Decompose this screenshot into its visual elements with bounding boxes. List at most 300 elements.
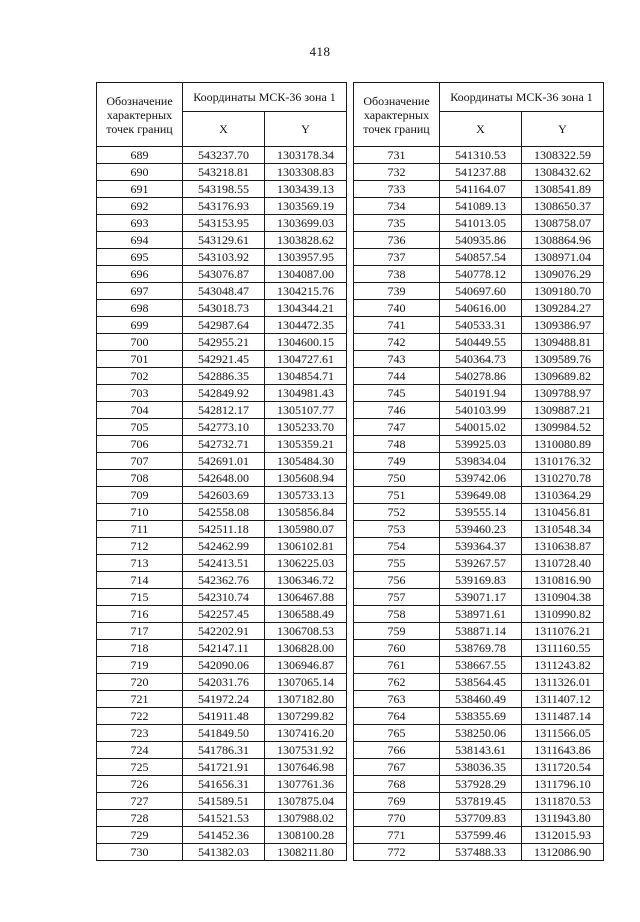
table-row xyxy=(97,232,347,249)
y-coordinate-cell: 1310364.29 xyxy=(522,487,604,504)
x-coordinate-cell: 540533.31 xyxy=(440,317,522,334)
x-coordinate-cell: 540103.99 xyxy=(440,402,522,419)
table-row xyxy=(97,776,347,793)
y-coordinate-cell: 1305608.94 xyxy=(265,470,347,487)
table-row xyxy=(97,334,347,351)
point-id-cell: 731 xyxy=(354,147,440,164)
table-row xyxy=(97,555,347,572)
y-coordinate-cell: 1303439.13 xyxy=(265,181,347,198)
x-coordinate-cell: 538355.69 xyxy=(440,708,522,725)
x-coordinate-cell: 538250.06 xyxy=(440,725,522,742)
y-coordinate-cell: 1309180.70 xyxy=(522,283,604,300)
table-row xyxy=(354,164,604,181)
x-coordinate-cell: 542732.71 xyxy=(183,436,265,453)
point-id-cell: 766 xyxy=(354,742,440,759)
y-coordinate-cell: 1312086.90 xyxy=(522,844,604,861)
table-row xyxy=(97,759,347,776)
table-row xyxy=(97,300,347,317)
point-id-cell: 711 xyxy=(97,521,183,538)
x-coordinate-cell: 543176.93 xyxy=(183,198,265,215)
table-row xyxy=(354,776,604,793)
point-id-cell: 689 xyxy=(97,147,183,164)
x-coordinate-cell: 542031.76 xyxy=(183,674,265,691)
table-row xyxy=(97,674,347,691)
x-coordinate-cell: 538667.55 xyxy=(440,657,522,674)
point-id-cell: 764 xyxy=(354,708,440,725)
point-id-cell: 750 xyxy=(354,470,440,487)
x-coordinate-cell: 540935.86 xyxy=(440,232,522,249)
point-id-cell: 698 xyxy=(97,300,183,317)
point-id-cell: 728 xyxy=(97,810,183,827)
x-coordinate-cell: 541656.31 xyxy=(183,776,265,793)
table-row xyxy=(97,725,347,742)
y-coordinate-cell: 1304215.76 xyxy=(265,283,347,300)
x-coordinate-cell: 538769.78 xyxy=(440,640,522,657)
point-id-cell: 765 xyxy=(354,725,440,742)
point-id-cell: 726 xyxy=(97,776,183,793)
header-x-label: X xyxy=(440,112,522,147)
y-coordinate-cell: 1306946.87 xyxy=(265,657,347,674)
x-coordinate-cell: 541310.53 xyxy=(440,147,522,164)
x-coordinate-cell: 542987.64 xyxy=(183,317,265,334)
table-row xyxy=(354,181,604,198)
y-coordinate-cell: 1311326.01 xyxy=(522,674,604,691)
x-coordinate-cell: 541911.48 xyxy=(183,708,265,725)
point-id-cell: 756 xyxy=(354,572,440,589)
point-id-cell: 744 xyxy=(354,368,440,385)
table-row xyxy=(354,266,604,283)
point-id-cell: 730 xyxy=(97,844,183,861)
point-id-cell: 723 xyxy=(97,725,183,742)
y-coordinate-cell: 1310904.38 xyxy=(522,589,604,606)
y-coordinate-cell: 1307988.02 xyxy=(265,810,347,827)
x-coordinate-cell: 538143.61 xyxy=(440,742,522,759)
table-row xyxy=(97,589,347,606)
y-coordinate-cell: 1307065.14 xyxy=(265,674,347,691)
x-coordinate-cell: 540857.54 xyxy=(440,249,522,266)
y-coordinate-cell: 1311796.10 xyxy=(522,776,604,793)
table-row xyxy=(354,759,604,776)
header-x-label: X xyxy=(183,112,265,147)
table-row xyxy=(97,351,347,368)
y-coordinate-cell: 1308758.07 xyxy=(522,215,604,232)
point-id-cell: 747 xyxy=(354,419,440,436)
x-coordinate-cell: 540778.12 xyxy=(440,266,522,283)
x-coordinate-cell: 543237.70 xyxy=(183,147,265,164)
x-coordinate-cell: 541589.51 xyxy=(183,793,265,810)
x-coordinate-cell: 539925.03 xyxy=(440,436,522,453)
x-coordinate-cell: 542648.00 xyxy=(183,470,265,487)
y-coordinate-cell: 1307761.36 xyxy=(265,776,347,793)
table-row xyxy=(354,147,604,164)
y-coordinate-cell: 1303178.34 xyxy=(265,147,347,164)
table-row xyxy=(97,385,347,402)
y-coordinate-cell: 1303699.03 xyxy=(265,215,347,232)
table-row xyxy=(354,623,604,640)
y-coordinate-cell: 1304727.61 xyxy=(265,351,347,368)
y-coordinate-cell: 1309076.29 xyxy=(522,266,604,283)
y-coordinate-cell: 1309488.81 xyxy=(522,334,604,351)
x-coordinate-cell: 537928.29 xyxy=(440,776,522,793)
point-id-cell: 754 xyxy=(354,538,440,555)
x-coordinate-cell: 541013.05 xyxy=(440,215,522,232)
table-row xyxy=(354,674,604,691)
x-coordinate-cell: 541849.50 xyxy=(183,725,265,742)
point-id-cell: 746 xyxy=(354,402,440,419)
header-y-label: Y xyxy=(265,112,347,147)
point-id-cell: 717 xyxy=(97,623,183,640)
y-coordinate-cell: 1311076.21 xyxy=(522,623,604,640)
table-body xyxy=(354,147,604,861)
table-row xyxy=(354,232,604,249)
x-coordinate-cell: 538036.35 xyxy=(440,759,522,776)
point-id-cell: 721 xyxy=(97,691,183,708)
point-id-cell: 714 xyxy=(97,572,183,589)
table-row xyxy=(97,691,347,708)
table-row xyxy=(97,657,347,674)
table-row xyxy=(97,640,347,657)
table-row xyxy=(354,572,604,589)
table-row xyxy=(97,504,347,521)
x-coordinate-cell: 542886.35 xyxy=(183,368,265,385)
y-coordinate-cell: 1310816.90 xyxy=(522,572,604,589)
point-id-cell: 769 xyxy=(354,793,440,810)
table-row xyxy=(354,538,604,555)
x-coordinate-cell: 542202.91 xyxy=(183,623,265,640)
point-id-cell: 752 xyxy=(354,504,440,521)
x-coordinate-cell: 542812.17 xyxy=(183,402,265,419)
point-id-cell: 743 xyxy=(354,351,440,368)
table-row xyxy=(97,164,347,181)
y-coordinate-cell: 1309284.27 xyxy=(522,300,604,317)
x-coordinate-cell: 540616.00 xyxy=(440,300,522,317)
y-coordinate-cell: 1305484.30 xyxy=(265,453,347,470)
table-row xyxy=(97,317,347,334)
point-id-cell: 715 xyxy=(97,589,183,606)
x-coordinate-cell: 540015.02 xyxy=(440,419,522,436)
table-row xyxy=(354,215,604,232)
y-coordinate-cell: 1307182.80 xyxy=(265,691,347,708)
y-coordinate-cell: 1307531.92 xyxy=(265,742,347,759)
x-coordinate-cell: 541972.24 xyxy=(183,691,265,708)
table-row xyxy=(354,368,604,385)
point-id-cell: 727 xyxy=(97,793,183,810)
point-id-cell: 696 xyxy=(97,266,183,283)
point-id-cell: 740 xyxy=(354,300,440,317)
y-coordinate-cell: 1311407.12 xyxy=(522,691,604,708)
table-row xyxy=(354,657,604,674)
x-coordinate-cell: 539649.08 xyxy=(440,487,522,504)
table-row xyxy=(97,266,347,283)
point-id-cell: 771 xyxy=(354,827,440,844)
x-coordinate-cell: 537488.33 xyxy=(440,844,522,861)
y-coordinate-cell: 1308100.28 xyxy=(265,827,347,844)
x-coordinate-cell: 543048.47 xyxy=(183,283,265,300)
y-coordinate-cell: 1307299.82 xyxy=(265,708,347,725)
y-coordinate-cell: 1304087.00 xyxy=(265,266,347,283)
table-row xyxy=(354,487,604,504)
y-coordinate-cell: 1311643.86 xyxy=(522,742,604,759)
point-id-cell: 720 xyxy=(97,674,183,691)
table-row xyxy=(354,419,604,436)
x-coordinate-cell: 539267.57 xyxy=(440,555,522,572)
y-coordinate-cell: 1308541.89 xyxy=(522,181,604,198)
point-id-cell: 735 xyxy=(354,215,440,232)
y-coordinate-cell: 1310548.34 xyxy=(522,521,604,538)
x-coordinate-cell: 538971.61 xyxy=(440,606,522,623)
header-point-label: Обозначение характерных точек границ xyxy=(97,83,183,147)
coordinates-table-right xyxy=(353,82,604,861)
x-coordinate-cell: 542413.51 xyxy=(183,555,265,572)
point-id-cell: 703 xyxy=(97,385,183,402)
table-row xyxy=(97,181,347,198)
point-id-cell: 733 xyxy=(354,181,440,198)
point-id-cell: 760 xyxy=(354,640,440,657)
x-coordinate-cell: 543218.81 xyxy=(183,164,265,181)
point-id-cell: 758 xyxy=(354,606,440,623)
table-row xyxy=(97,844,347,861)
point-id-cell: 761 xyxy=(354,657,440,674)
x-coordinate-cell: 542558.08 xyxy=(183,504,265,521)
x-coordinate-cell: 539460.23 xyxy=(440,521,522,538)
x-coordinate-cell: 541786.31 xyxy=(183,742,265,759)
table-row xyxy=(354,521,604,538)
point-id-cell: 734 xyxy=(354,198,440,215)
point-id-cell: 725 xyxy=(97,759,183,776)
y-coordinate-cell: 1304600.15 xyxy=(265,334,347,351)
point-id-cell: 729 xyxy=(97,827,183,844)
x-coordinate-cell: 537819.45 xyxy=(440,793,522,810)
point-id-cell: 694 xyxy=(97,232,183,249)
table-row xyxy=(97,470,347,487)
table-row xyxy=(97,827,347,844)
point-id-cell: 722 xyxy=(97,708,183,725)
point-id-cell: 759 xyxy=(354,623,440,640)
x-coordinate-cell: 541237.88 xyxy=(440,164,522,181)
point-id-cell: 702 xyxy=(97,368,183,385)
point-id-cell: 693 xyxy=(97,215,183,232)
table-row xyxy=(354,385,604,402)
table-row xyxy=(354,317,604,334)
x-coordinate-cell: 543198.55 xyxy=(183,181,265,198)
y-coordinate-cell: 1309788.97 xyxy=(522,385,604,402)
table-row xyxy=(354,504,604,521)
x-coordinate-cell: 543018.73 xyxy=(183,300,265,317)
table-row xyxy=(97,368,347,385)
point-id-cell: 742 xyxy=(354,334,440,351)
y-coordinate-cell: 1311720.54 xyxy=(522,759,604,776)
table-row xyxy=(97,453,347,470)
table-row xyxy=(354,793,604,810)
x-coordinate-cell: 541089.13 xyxy=(440,198,522,215)
table-row xyxy=(354,351,604,368)
point-id-cell: 708 xyxy=(97,470,183,487)
table-row xyxy=(97,623,347,640)
y-coordinate-cell: 1303957.95 xyxy=(265,249,347,266)
y-coordinate-cell: 1303569.19 xyxy=(265,198,347,215)
y-coordinate-cell: 1311870.53 xyxy=(522,793,604,810)
y-coordinate-cell: 1304344.21 xyxy=(265,300,347,317)
y-coordinate-cell: 1308864.96 xyxy=(522,232,604,249)
y-coordinate-cell: 1307416.20 xyxy=(265,725,347,742)
point-id-cell: 767 xyxy=(354,759,440,776)
table-row xyxy=(97,419,347,436)
table-row xyxy=(354,470,604,487)
x-coordinate-cell: 542511.18 xyxy=(183,521,265,538)
table-row xyxy=(354,402,604,419)
y-coordinate-cell: 1307875.04 xyxy=(265,793,347,810)
table-row xyxy=(97,606,347,623)
x-coordinate-cell: 542462.99 xyxy=(183,538,265,555)
table-row xyxy=(354,708,604,725)
x-coordinate-cell: 541452.36 xyxy=(183,827,265,844)
y-coordinate-cell: 1305980.07 xyxy=(265,521,347,538)
y-coordinate-cell: 1306225.03 xyxy=(265,555,347,572)
x-coordinate-cell: 539364.37 xyxy=(440,538,522,555)
table-row xyxy=(97,402,347,419)
y-coordinate-cell: 1303308.83 xyxy=(265,164,347,181)
point-id-cell: 718 xyxy=(97,640,183,657)
coordinates-table-left xyxy=(96,82,347,861)
x-coordinate-cell: 542921.45 xyxy=(183,351,265,368)
x-coordinate-cell: 539555.14 xyxy=(440,504,522,521)
x-coordinate-cell: 541521.53 xyxy=(183,810,265,827)
x-coordinate-cell: 537599.46 xyxy=(440,827,522,844)
point-id-cell: 737 xyxy=(354,249,440,266)
table-row xyxy=(354,640,604,657)
y-coordinate-cell: 1305856.84 xyxy=(265,504,347,521)
y-coordinate-cell: 1303828.62 xyxy=(265,232,347,249)
y-coordinate-cell: 1309984.52 xyxy=(522,419,604,436)
point-id-cell: 704 xyxy=(97,402,183,419)
x-coordinate-cell: 539834.04 xyxy=(440,453,522,470)
table-row xyxy=(354,283,604,300)
x-coordinate-cell: 543129.61 xyxy=(183,232,265,249)
x-coordinate-cell: 542849.92 xyxy=(183,385,265,402)
y-coordinate-cell: 1311487.14 xyxy=(522,708,604,725)
y-coordinate-cell: 1306588.49 xyxy=(265,606,347,623)
table-row xyxy=(97,572,347,589)
y-coordinate-cell: 1309689.82 xyxy=(522,368,604,385)
y-coordinate-cell: 1305733.13 xyxy=(265,487,347,504)
x-coordinate-cell: 543153.95 xyxy=(183,215,265,232)
x-coordinate-cell: 540364.73 xyxy=(440,351,522,368)
y-coordinate-cell: 1304981.43 xyxy=(265,385,347,402)
header-coords-label: Координаты МСК-36 зона 1 xyxy=(183,83,347,112)
x-coordinate-cell: 542773.10 xyxy=(183,419,265,436)
y-coordinate-cell: 1312015.93 xyxy=(522,827,604,844)
x-coordinate-cell: 543103.92 xyxy=(183,249,265,266)
y-coordinate-cell: 1306467.88 xyxy=(265,589,347,606)
point-id-cell: 724 xyxy=(97,742,183,759)
table-row xyxy=(97,708,347,725)
point-id-cell: 745 xyxy=(354,385,440,402)
point-id-cell: 692 xyxy=(97,198,183,215)
y-coordinate-cell: 1311160.55 xyxy=(522,640,604,657)
table-row xyxy=(97,521,347,538)
point-id-cell: 749 xyxy=(354,453,440,470)
point-id-cell: 738 xyxy=(354,266,440,283)
y-coordinate-cell: 1309386.97 xyxy=(522,317,604,334)
table-row xyxy=(354,844,604,861)
point-id-cell: 709 xyxy=(97,487,183,504)
table-row xyxy=(354,300,604,317)
table-row xyxy=(97,487,347,504)
y-coordinate-cell: 1306708.53 xyxy=(265,623,347,640)
point-id-cell: 713 xyxy=(97,555,183,572)
y-coordinate-cell: 1308322.59 xyxy=(522,147,604,164)
point-id-cell: 712 xyxy=(97,538,183,555)
point-id-cell: 741 xyxy=(354,317,440,334)
point-id-cell: 697 xyxy=(97,283,183,300)
point-id-cell: 739 xyxy=(354,283,440,300)
table-row xyxy=(354,725,604,742)
y-coordinate-cell: 1306346.72 xyxy=(265,572,347,589)
x-coordinate-cell: 541721.91 xyxy=(183,759,265,776)
point-id-cell: 770 xyxy=(354,810,440,827)
table-row xyxy=(97,742,347,759)
y-coordinate-cell: 1308650.37 xyxy=(522,198,604,215)
table-row xyxy=(354,198,604,215)
x-coordinate-cell: 539742.06 xyxy=(440,470,522,487)
table-row xyxy=(97,538,347,555)
point-id-cell: 699 xyxy=(97,317,183,334)
point-id-cell: 751 xyxy=(354,487,440,504)
x-coordinate-cell: 542362.76 xyxy=(183,572,265,589)
table-row xyxy=(97,249,347,266)
x-coordinate-cell: 542603.69 xyxy=(183,487,265,504)
y-coordinate-cell: 1306828.00 xyxy=(265,640,347,657)
y-coordinate-cell: 1306102.81 xyxy=(265,538,347,555)
y-coordinate-cell: 1308211.80 xyxy=(265,844,347,861)
table-row xyxy=(354,606,604,623)
y-coordinate-cell: 1305359.21 xyxy=(265,436,347,453)
x-coordinate-cell: 541382.03 xyxy=(183,844,265,861)
table-row xyxy=(354,453,604,470)
table-row xyxy=(97,810,347,827)
point-id-cell: 700 xyxy=(97,334,183,351)
x-coordinate-cell: 542147.11 xyxy=(183,640,265,657)
y-coordinate-cell: 1305107.77 xyxy=(265,402,347,419)
table-row xyxy=(354,742,604,759)
point-id-cell: 707 xyxy=(97,453,183,470)
table-row xyxy=(97,215,347,232)
x-coordinate-cell: 540191.94 xyxy=(440,385,522,402)
y-coordinate-cell: 1311566.05 xyxy=(522,725,604,742)
y-coordinate-cell: 1308432.62 xyxy=(522,164,604,181)
header-coords-label: Координаты МСК-36 зона 1 xyxy=(440,83,604,112)
y-coordinate-cell: 1310728.40 xyxy=(522,555,604,572)
page-number: 418 xyxy=(309,44,331,59)
table-row xyxy=(97,793,347,810)
x-coordinate-cell: 542310.74 xyxy=(183,589,265,606)
table-row xyxy=(354,436,604,453)
table-row xyxy=(354,334,604,351)
y-coordinate-cell: 1307646.98 xyxy=(265,759,347,776)
y-coordinate-cell: 1305233.70 xyxy=(265,419,347,436)
y-coordinate-cell: 1304854.71 xyxy=(265,368,347,385)
point-id-cell: 695 xyxy=(97,249,183,266)
table-row xyxy=(354,555,604,572)
y-coordinate-cell: 1304472.35 xyxy=(265,317,347,334)
point-id-cell: 736 xyxy=(354,232,440,249)
y-coordinate-cell: 1310456.81 xyxy=(522,504,604,521)
point-id-cell: 757 xyxy=(354,589,440,606)
y-coordinate-cell: 1310080.89 xyxy=(522,436,604,453)
x-coordinate-cell: 538871.14 xyxy=(440,623,522,640)
point-id-cell: 706 xyxy=(97,436,183,453)
point-id-cell: 755 xyxy=(354,555,440,572)
